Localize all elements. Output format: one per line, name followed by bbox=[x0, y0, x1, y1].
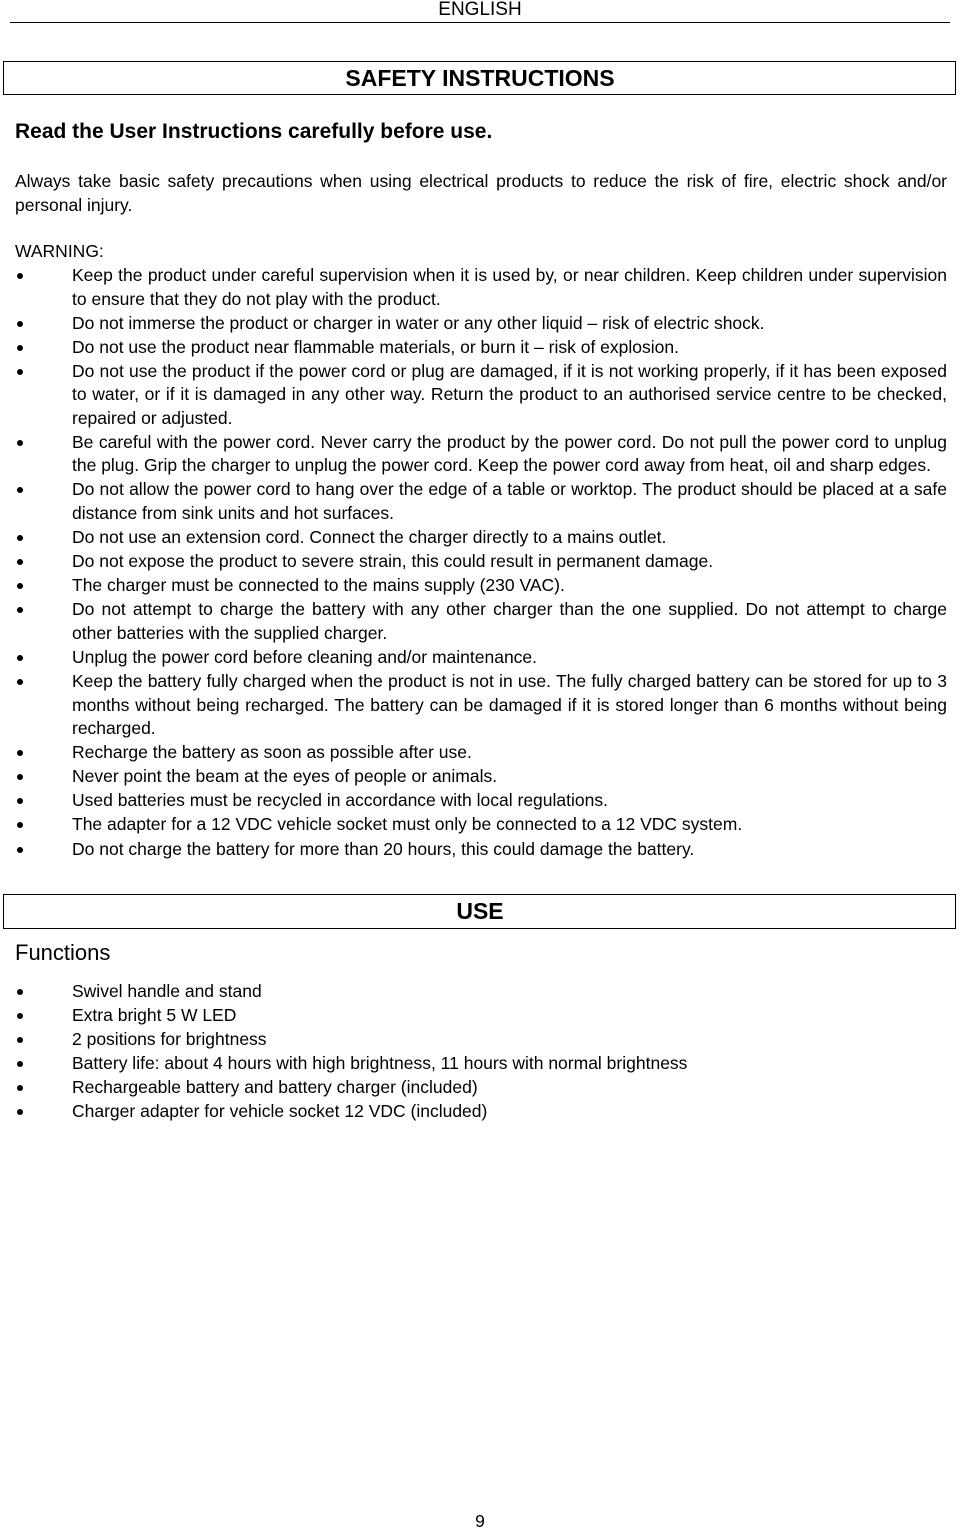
bullet-icon bbox=[17, 1061, 23, 1067]
bullet-icon bbox=[17, 607, 23, 613]
bullet-icon bbox=[17, 679, 23, 685]
functions-list bbox=[0, 980, 960, 1125]
bullet-icon bbox=[17, 273, 23, 279]
safety-warning-list bbox=[0, 264, 960, 862]
bullet-icon bbox=[17, 798, 23, 804]
function-list-item: 2 positions for brightness bbox=[0, 1028, 960, 1052]
function-list-item: Battery life: about 4 hours with high brightness, 11 hours with normal brightness bbox=[0, 1052, 960, 1076]
safety-list-item: Recharge the battery as soon as possible after use. bbox=[0, 741, 960, 765]
use-section-title: USE bbox=[456, 898, 504, 924]
safety-list-item: Do not use the product if the power cord or plug are damaged, if it is not working properly, if it has been exposed to water, or if it is damaged in any other way. Return the product to an authorised service centre to be checked, repaired or adjusted. bbox=[0, 360, 960, 431]
function-list-item: Extra bright 5 W LED bbox=[0, 1004, 960, 1028]
bullet-icon bbox=[17, 774, 23, 780]
bullet-icon bbox=[17, 583, 23, 589]
bullet-icon bbox=[17, 1037, 23, 1043]
functions-heading: Functions bbox=[15, 940, 111, 965]
bullet-icon bbox=[17, 487, 23, 493]
function-list-item: Swivel handle and stand bbox=[0, 980, 960, 1004]
safety-intro-paragraph: Always take basic safety precautions when using electrical products to reduce the risk of fire, electric shock and/or personal injury. bbox=[15, 171, 947, 215]
safety-list-item: Keep the battery fully charged when the product is not in use. The fully charged battery can be stored for up to 3 months without being recharged. The battery can be damaged if it is stored longer than 6 months without being recharged. bbox=[0, 670, 960, 741]
safety-list-item: The adapter for a 12 VDC vehicle socket must only be connected to a 12 VDC system. bbox=[0, 813, 960, 837]
safety-list-item: Unplug the power cord before cleaning and/or maintenance. bbox=[0, 646, 960, 670]
header-rule bbox=[10, 22, 950, 23]
warning-label: WARNING: bbox=[15, 241, 104, 261]
safety-list-item: Do not expose the product to severe strain, this could result in permanent damage. bbox=[0, 550, 960, 574]
safety-list-item: Do not immerse the product or charger in water or any other liquid – risk of electric shock. bbox=[0, 312, 960, 336]
safety-list-item: Do not use the product near flammable materials, or burn it – risk of explosion. bbox=[0, 336, 960, 360]
safety-list-item: Do not attempt to charge the battery with any other charger than the one supplied. Do not attempt to charge other batteries with the supplied charger. bbox=[0, 598, 960, 645]
bullet-icon bbox=[17, 559, 23, 565]
bullet-icon bbox=[17, 1109, 23, 1115]
safety-list-item: The charger must be connected to the mains supply (230 VAC). bbox=[0, 574, 960, 598]
bullet-icon bbox=[17, 847, 23, 853]
page-header bbox=[0, 0, 960, 22]
bullet-icon bbox=[17, 535, 23, 541]
page-number: 9 bbox=[475, 1511, 485, 1531]
safety-list-item: Used batteries must be recycled in accordance with local regulations. bbox=[0, 789, 960, 813]
function-list-item: Charger adapter for vehicle socket 12 VDC (included) bbox=[0, 1100, 960, 1124]
safety-list-item: Do not allow the power cord to hang over the edge of a table or worktop. The product should be placed at a safe distance from sink units and hot surfaces. bbox=[0, 478, 960, 525]
bullet-icon bbox=[17, 321, 23, 327]
safety-list-item: Do not use an extension cord. Connect the charger directly to a mains outlet. bbox=[0, 526, 960, 550]
bullet-icon bbox=[17, 989, 23, 995]
safety-list-item: Never point the beam at the eyes of people or animals. bbox=[0, 765, 960, 789]
safety-list-item: Do not charge the battery for more than 20 hours, this could damage the battery. bbox=[0, 838, 960, 862]
function-list-item: Rechargeable battery and battery charger (included) bbox=[0, 1076, 960, 1100]
bullet-icon bbox=[17, 369, 23, 375]
safety-section-title: SAFETY INSTRUCTIONS bbox=[345, 65, 615, 91]
bullet-icon bbox=[17, 1013, 23, 1019]
safety-list-item: Be careful with the power cord. Never carry the product by the power cord. Do not pull the power cord to unplug the plug. Grip the charger to unplug the power cord. Keep the power cord away from heat, oil and sharp edges. bbox=[0, 431, 960, 478]
header-language: ENGLISH bbox=[438, 0, 522, 20]
bullet-icon bbox=[17, 655, 23, 661]
bullet-icon bbox=[17, 1085, 23, 1091]
bullet-icon bbox=[17, 822, 23, 828]
bullet-icon bbox=[17, 345, 23, 351]
bullet-icon bbox=[17, 750, 23, 756]
bullet-icon bbox=[17, 440, 23, 446]
safety-list-item: Keep the product under careful supervision when it is used by, or near children. Keep children under supervision to ensure that they do not play with the product. bbox=[0, 264, 960, 311]
read-instructions-notice: Read the User Instructions carefully before use. bbox=[15, 120, 493, 143]
